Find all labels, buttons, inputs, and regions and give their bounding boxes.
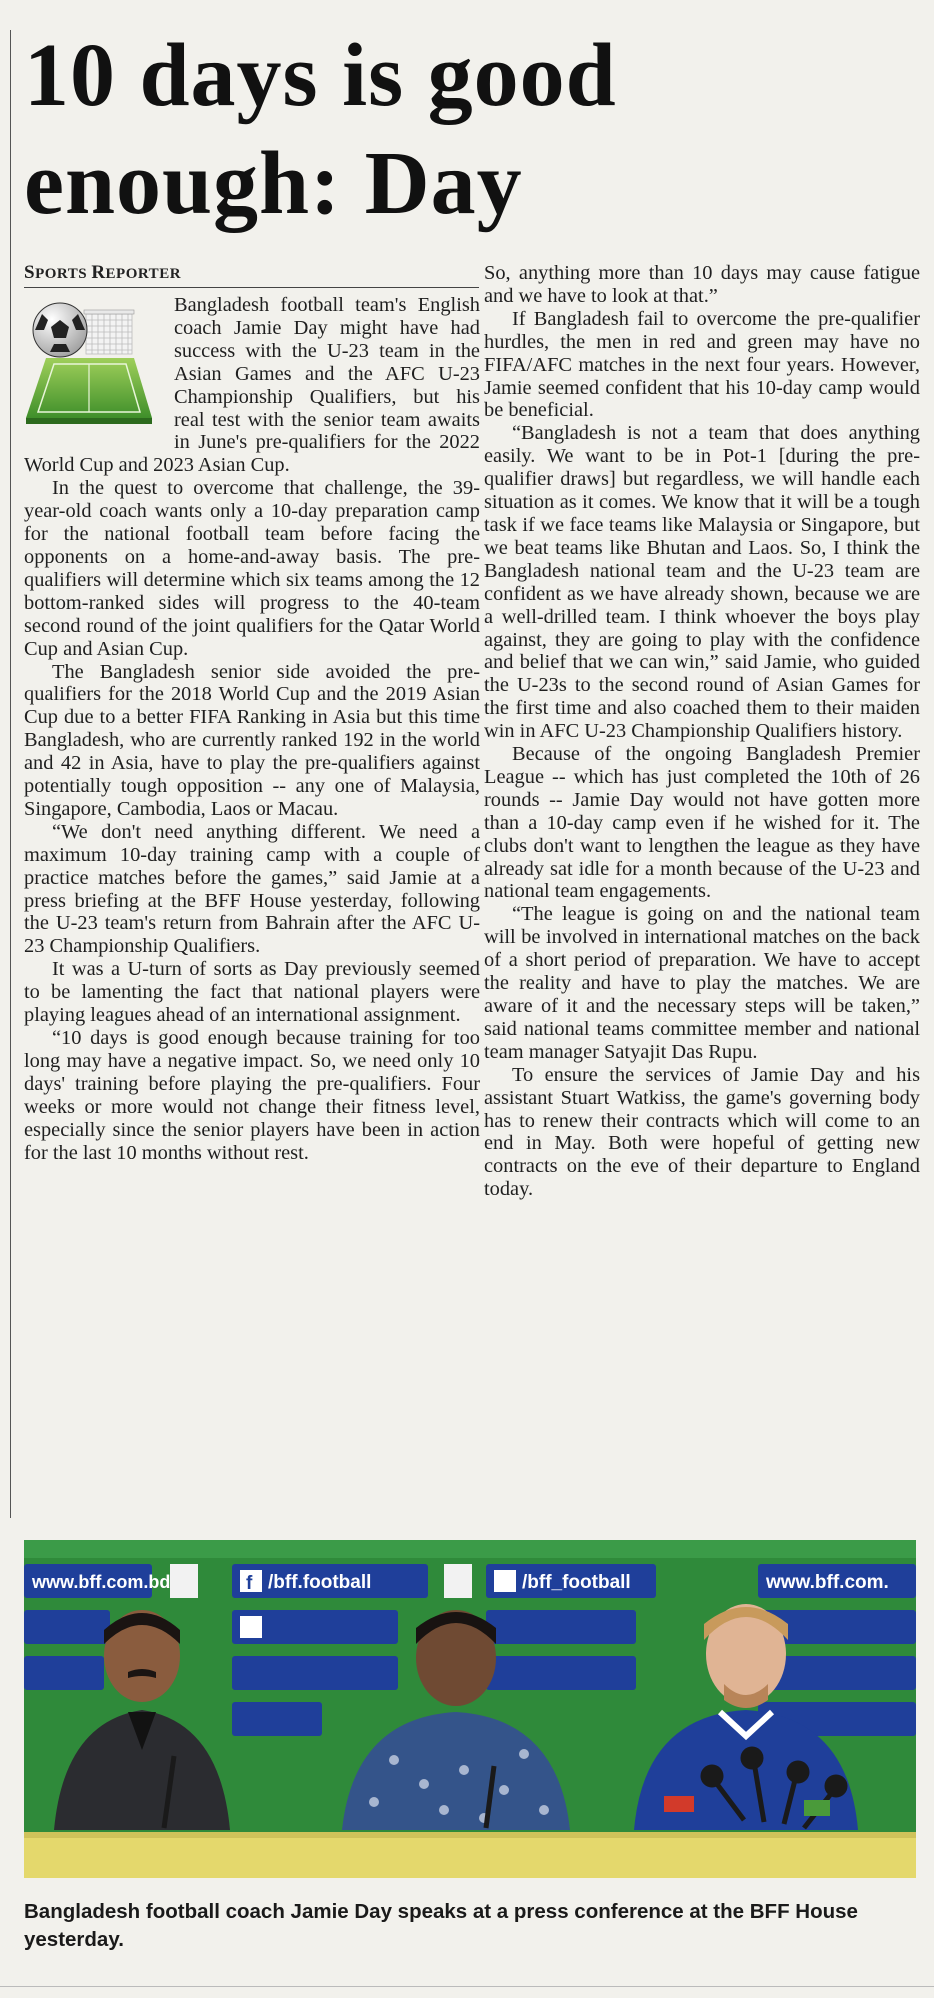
paragraph: It was a U-turn of sorts as Day previously seemed to be lamenting the fact that national players were playing leagues ahead of an international assignment. [24, 958, 480, 1027]
paragraph: “We don't need anything different. We need a maximum 10-day training camp with a couple of practice matches before the games,” said Jamie at a press briefing at the BFF House yesterday, following the U-23 team's return from Bahrain after the AFC U-23 Championship Qualifiers. [24, 820, 480, 958]
football-field-icon [24, 300, 154, 428]
paragraph: So, anything more than 10 days may cause fatigue and we have to look at that.” [484, 262, 920, 307]
press-conference-photo [24, 1540, 916, 1878]
svg-text:www.bff.com.: www.bff.com. [766, 1572, 889, 1593]
banner-facebook-text: /bff.football [268, 1572, 372, 1593]
paragraph: “10 days is good enough because training for too long may have a negative impact. So, we need only 10 days' training before playing the pre-qualifiers. Four weeks or more would not change their fitness level, especially since the senior players have been in action for the last 10 months without rest. [24, 1027, 480, 1164]
paragraph: Bangladesh football team's English coach Jamie Day might have had success with the U-23 team in the Asian Games and the AFC U-23 Championship Qualifiers, but his real test with the senior team awaits in June's pre-qualifiers for the 2022 World Cup and 2023 Asian Cup. [24, 294, 480, 477]
svg-text:f: f [246, 1573, 253, 1594]
byline: SPORTS REPORTER [24, 262, 182, 283]
paragraph: The Bangladesh senior side avoided the pre-qualifiers for the 2018 World Cup and the 2019 Asian Cup due to a better FIFA Ranking in Asia but this time Bangladesh, who are currently ranked 192 in the world and 42 in Asia, have to play the pre-qualifiers against potentially tough opposition -- any one of Malaysia, Singapore, Cambodia, Laos or Macau. [24, 660, 480, 820]
article-column-1 [24, 294, 480, 1164]
paragraph: Because of the ongoing Bangladesh Premier League -- which has just completed the 10th of 26 rounds -- Jamie Day would not have gotten more than a 10-day camp even if he wished for it. The clubs don't want to lengthen the league as they have already sat idle for a month because of the U-23 and national team engagements. [484, 743, 920, 903]
banner-web-text: www.bff.com.bd [32, 1572, 171, 1592]
bottom-rule [0, 1986, 934, 1987]
photo-caption: Bangladesh football coach Jamie Day speaks at a press conference at the BFF House yesterday. [24, 1900, 858, 1951]
article-column-2 [484, 262, 920, 1201]
paragraph: If Bangladesh fail to overcome the pre-qualifier hurdles, the men in red and green may have no FIFA/AFC matches in the next four years. However, Jamie seemed confident that his 10-day camp would be beneficial. [484, 307, 920, 422]
paragraph: “The league is going on and the national team will be involved in international matches on the back of a short period of preparation. We have to accept the reality and have to play the matches. We are aware of it and the necessary steps will be taken,” said national teams committee member and national team manager Satyajit Das Rupu. [484, 903, 920, 1063]
paragraph: “Bangladesh is not a team that does anything easily. We want to be in Pot-1 [during the pre-qualifier draws] but regardless, we will handle each situation as it comes. We know that it will be a tough task if we face teams like Malaysia or Singapore, but we beat teams like Bhutan and Laos. So, I think the Bangladesh national team and the U-23 team are confident as we have already shown, because we are a well-drilled team. I think whoever the boys play against, they are going to play with the confidence and belief that we can win,” said Jamie, who guided the U-23s to the second round of Asian Games for the first time and also coached them to their maiden win in AFC U-23 Championship Qualifiers history. [484, 422, 920, 743]
byline-rest: PORTS [35, 266, 92, 282]
byline-rule [24, 287, 479, 288]
paragraph: In the quest to overcome that challenge, the 39-year-old coach wants only a 10-day preparation camp for the national football team before facing the opponents on a home-and-away basis. The pre-qualifiers will determine which six teams among the 12 bottom-ranked sides will progress to the 40-team second round of the joint qualifiers for the Qatar World Cup and Asian Cup. [24, 477, 480, 660]
paragraph: To ensure the services of Jamie Day and his assistant Stuart Watkiss, the game's governing body has to renew their contracts which will come to an end in May. Both were hopeful of getting new contracts on the eve of their departure to England today. [484, 1063, 920, 1201]
headline: 10 days is good enough: Day [24, 26, 617, 233]
banner-twitter-text: /bff_football [522, 1572, 631, 1593]
left-column-rule [10, 30, 11, 1518]
